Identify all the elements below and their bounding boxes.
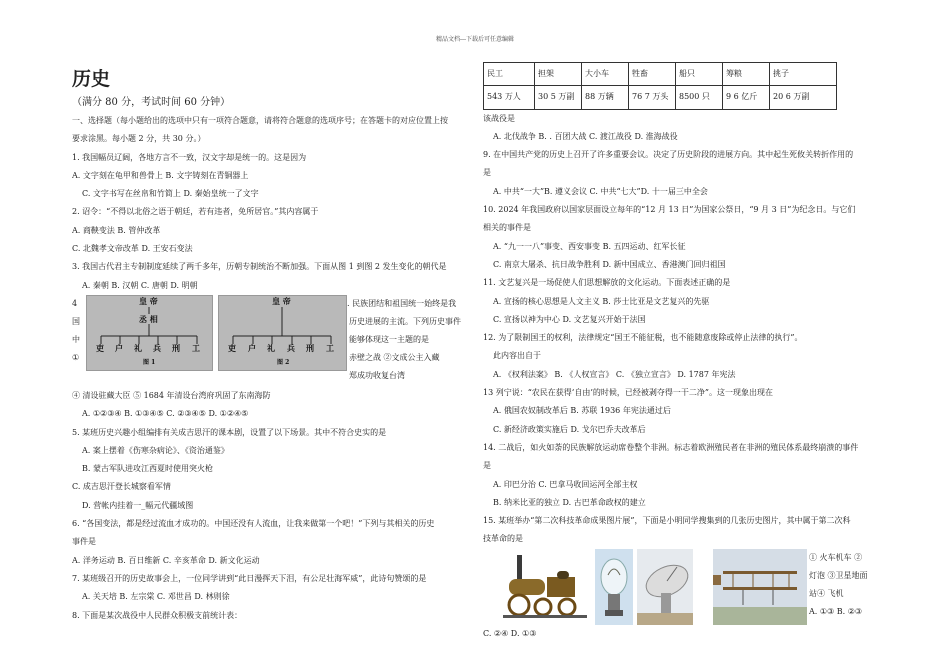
question-7-options: A. 关天培 B. 左宗棠 C. 邓世昌 D. 林则徐	[82, 592, 230, 602]
table-cell: 8500 只	[676, 86, 723, 109]
figure-2-dept: 吏	[228, 342, 236, 353]
figure-1-dept: 工	[192, 342, 200, 353]
question-9-options: A. 中共“一大”B. 遵义会议 C. 中共“七大”D. 十一届三中全会	[493, 186, 708, 196]
question-4-text: 能够体现这一主题的是	[349, 334, 429, 344]
question-15-images	[483, 549, 883, 625]
question-6-stem: 事件是	[72, 537, 96, 547]
table-header-row	[484, 63, 837, 86]
question-4-options: A. ①②③④ B. ①③④⑤ C. ②③④⑤ D. ①②④⑤	[82, 409, 249, 419]
exam-subtitle: （满分 80 分，考试时间 60 分钟）	[72, 97, 231, 108]
question-4-side: 中	[72, 334, 80, 344]
question-12-options: A. 《权利法案》 B. 《人权宣言》 C. 《独立宣言》 D. 1787 年宪法	[493, 369, 736, 379]
table-header-cell: 船只	[676, 63, 723, 86]
question-15-text: A. ①③ B. ②③	[809, 606, 863, 616]
question-13-options: C. 新经济政策实施后 D. 戈尔巴乔夫改革后	[493, 424, 646, 434]
question-10-options: C. 南京大屠杀、抗日战争胜利 D. 新中国成立、香港澳门回归祖国	[493, 259, 726, 269]
question-5-option-d: D. 营帐内挂着一_幅元代疆域图	[82, 500, 194, 510]
figure-1-caption: 图 1	[143, 358, 156, 366]
question-15-text: 站④ 飞机	[809, 588, 844, 598]
question-4-text: 赤壁之战 ②文成公主入藏	[349, 352, 440, 362]
question-8-stem: 该战役是	[483, 113, 515, 123]
question-14-stem: 是	[483, 461, 491, 471]
support-statistics-table	[483, 62, 837, 110]
figure-2-dept: 户	[248, 342, 256, 353]
question-4-line: ④ 清设驻藏大臣 ⑤ 1684 年清设台湾府巩固了东南海防	[72, 390, 271, 400]
question-4-text: . 民族团结和祖国统一始终是我	[347, 298, 457, 308]
question-10-stem: 相关的事件是	[483, 223, 531, 233]
question-5-option-a: A. 案上摆着《伤寒杂病论》、《资治通鉴》	[82, 445, 229, 455]
question-10-options: A. “九一一八”事变、西安事变 B. 五四运动、红军长征	[493, 241, 686, 251]
figure-2-dept: 礼	[267, 342, 275, 353]
question-15-stem: 15. 某班举办“第二次科技革命成果图片展”，下面是小明同学搜集到的几张历史图片，其中属于第二次科	[483, 516, 851, 526]
figure-2-diagram	[218, 295, 347, 371]
question-15-text: 灯泡 ③卫星地面	[809, 570, 868, 580]
right-column	[483, 62, 883, 643]
table-cell: 543 万人	[484, 86, 535, 109]
question-11-stem: 11. 文艺复兴是一场促使人们思想解放的文化运动。下面表述正确的是	[483, 278, 731, 288]
question-5-option-b: B. 蒙古军队进攻江西夏时使用突火枪	[82, 464, 213, 474]
question-5-option-c: C. 成吉思汗登长城察看军情	[72, 482, 171, 492]
question-13-options: A. 俄国农奴制改革后 B. 苏联 1936 年宪法通过后	[493, 406, 671, 416]
locomotive-photo	[495, 549, 595, 625]
table-cell: 9 6 亿斤	[723, 86, 770, 109]
table-header-cell: 挑子	[770, 63, 837, 86]
question-14-options: A. 印巴分治 C. 巴拿马收回运河全部主权	[493, 479, 638, 489]
question-13-stem: 13 列宁说：“农民在获得‘自由’的时候，已经被剥夺得一干二净”。这一现象出现在	[483, 388, 773, 398]
question-7-stem: 7. 某班级召开的历史故事会上，一位同学讲到“此日漫挥天下泪，有公足壮海军威”，此诗句赞颂的是	[72, 573, 427, 583]
question-8-stem: 8. 下面是某次战役中人民群众积极支前统计表：	[72, 610, 243, 620]
question-15-text: ① 火车机车 ②	[809, 552, 863, 562]
question-15-options: C. ②④ D. ①③	[483, 628, 537, 638]
table-header-cell: 筹粮	[723, 63, 770, 86]
table-cell: 20 6 万副	[770, 86, 837, 109]
question-1-options: C. 文字书写在丝帛和竹简上 D. 秦始皇统一了文字	[82, 189, 259, 199]
section-instruction: 要求涂黑。每小题 2 分，共 30 分。）	[72, 134, 206, 144]
question-1-options: A. 文字刻在龟甲和兽骨上 B. 文字铸刻在青铜器上	[72, 170, 249, 180]
question-2-options: A. 商鞅变法 B. 管仲改革	[72, 225, 161, 235]
question-3-stem: 3. 我国古代君主专制制度延续了两千多年，历朝专制统治不断加强。下面从图 1 到图 2 发生变化的朝代是	[72, 262, 447, 272]
satellite-dish-photo	[637, 549, 693, 625]
question-1-stem: 1. 我国幅员辽阔，各地方言不一致，汉文字却是统一的。这是因为	[72, 152, 307, 162]
question-4-block	[72, 295, 470, 387]
figure-2-caption: 图 2	[277, 358, 290, 366]
question-5-stem: 5. 某班历史兴趣小组编排有关成吉思汗的课本剧，设置了以下场景。其中不符合史实的是	[72, 427, 387, 437]
airplane-photo	[713, 549, 807, 625]
question-14-options: B. 纳米比亚的独立 D. 古巴革命政权的建立	[493, 497, 646, 507]
question-6-stem: 6. “各国变法，都是经过流血才成功的。中国还没有人流血，让我来做第一个吧！”下列与其相关的历史	[72, 519, 435, 529]
table-header-cell: 担架	[535, 63, 582, 86]
question-11-options: C. 宣扬以神为中心 D. 文艺复兴开始于法国	[493, 314, 646, 324]
question-3-options: A. 秦朝 B. 汉朝 C. 唐朝 D. 明朝	[82, 280, 198, 290]
figure-1-dept: 礼	[134, 342, 142, 353]
section-instruction: 一、选择题（每小题给出的选项中只有一项符合题意，请将符合题意的选项序号；在答题卡的对应位置上按	[72, 116, 448, 125]
figure-1-chancellor: 丞 相	[139, 313, 158, 324]
left-column	[72, 62, 470, 625]
question-4-text: 郑成功收复台湾	[349, 370, 405, 380]
question-6-options: A. 洋务运动 B. 百日维新 C. 辛亥革命 D. 新文化运动	[72, 555, 260, 565]
question-8-options: A. 北伐战争 B. . 百团大战 C. 渡江战役 D. 淮海战役	[493, 131, 678, 141]
question-2-stem: 2. 诏令：“不得以北俗之语于朝廷，若有违者，免所居官。”其内容属于	[72, 207, 319, 217]
table-header-cell: 民工	[484, 63, 535, 86]
figure-1-dept: 兵	[153, 342, 161, 353]
question-2-options: C. 北魏孝文帝改革 D. 王安石变法	[72, 244, 193, 254]
table-header-cell: 牲畜	[629, 63, 676, 86]
question-12-stem: 12. 为了限制国王的权利，法律规定“国王不能征税，也不能随意废除或停止法律的执行”。	[483, 333, 803, 343]
question-12-stem: 此内容出自于	[493, 351, 541, 361]
question-4-side: 国	[72, 316, 80, 326]
figure-2-dept: 刑	[306, 342, 314, 353]
page-header: 精品文档---下载后可任意编辑	[435, 36, 515, 43]
figure-2-dept: 兵	[287, 342, 295, 353]
page-title: 历史	[72, 68, 111, 90]
question-4-side: ①	[72, 352, 80, 362]
figure-1-dept: 吏	[96, 342, 104, 353]
figure-1-dept: 刑	[172, 342, 180, 353]
figure-1-emperor: 皇 帝	[139, 295, 158, 306]
figure-1-diagram	[86, 295, 213, 371]
question-4-text: 历史进展的主流。下列历史事件	[349, 316, 461, 326]
figure-2-dept: 工	[326, 342, 334, 353]
question-10-stem: 10. 2024 年我国政府以国家层面设立每年的“12 月 13 日”为国家公祭日，“9 月 3 日”为纪念日。与它们	[483, 205, 856, 215]
table-header-cell: 大小车	[582, 63, 629, 86]
figure-2-emperor: 皇 帝	[272, 295, 291, 306]
figure-1-dept: 户	[115, 342, 123, 353]
question-9-stem: 9. 在中国共产党的历史上召开了许多重要会议。决定了历史阶段的进展方向。其中起生死攸关转折作用的	[483, 150, 854, 160]
table-row	[484, 86, 837, 109]
question-14-stem: 14. 二战后，如火如荼的民族解放运动席卷整个非洲。标志着欧洲殖民者在非洲的殖民体系最终崩溃的事件	[483, 442, 859, 452]
question-9-stem: 是	[483, 168, 491, 178]
lightbulb-photo	[595, 549, 633, 625]
table-cell: 76 7 万头	[629, 86, 676, 109]
question-11-options: A. 宣扬的核心思想是人文主义 B. 莎士比亚是文艺复兴的先驱	[493, 296, 710, 306]
question-4-number: 4	[72, 298, 78, 308]
question-15-stem: 技革命的是	[483, 534, 523, 544]
table-cell: 30 5 万副	[535, 86, 582, 109]
table-cell: 88 万辆	[582, 86, 629, 109]
